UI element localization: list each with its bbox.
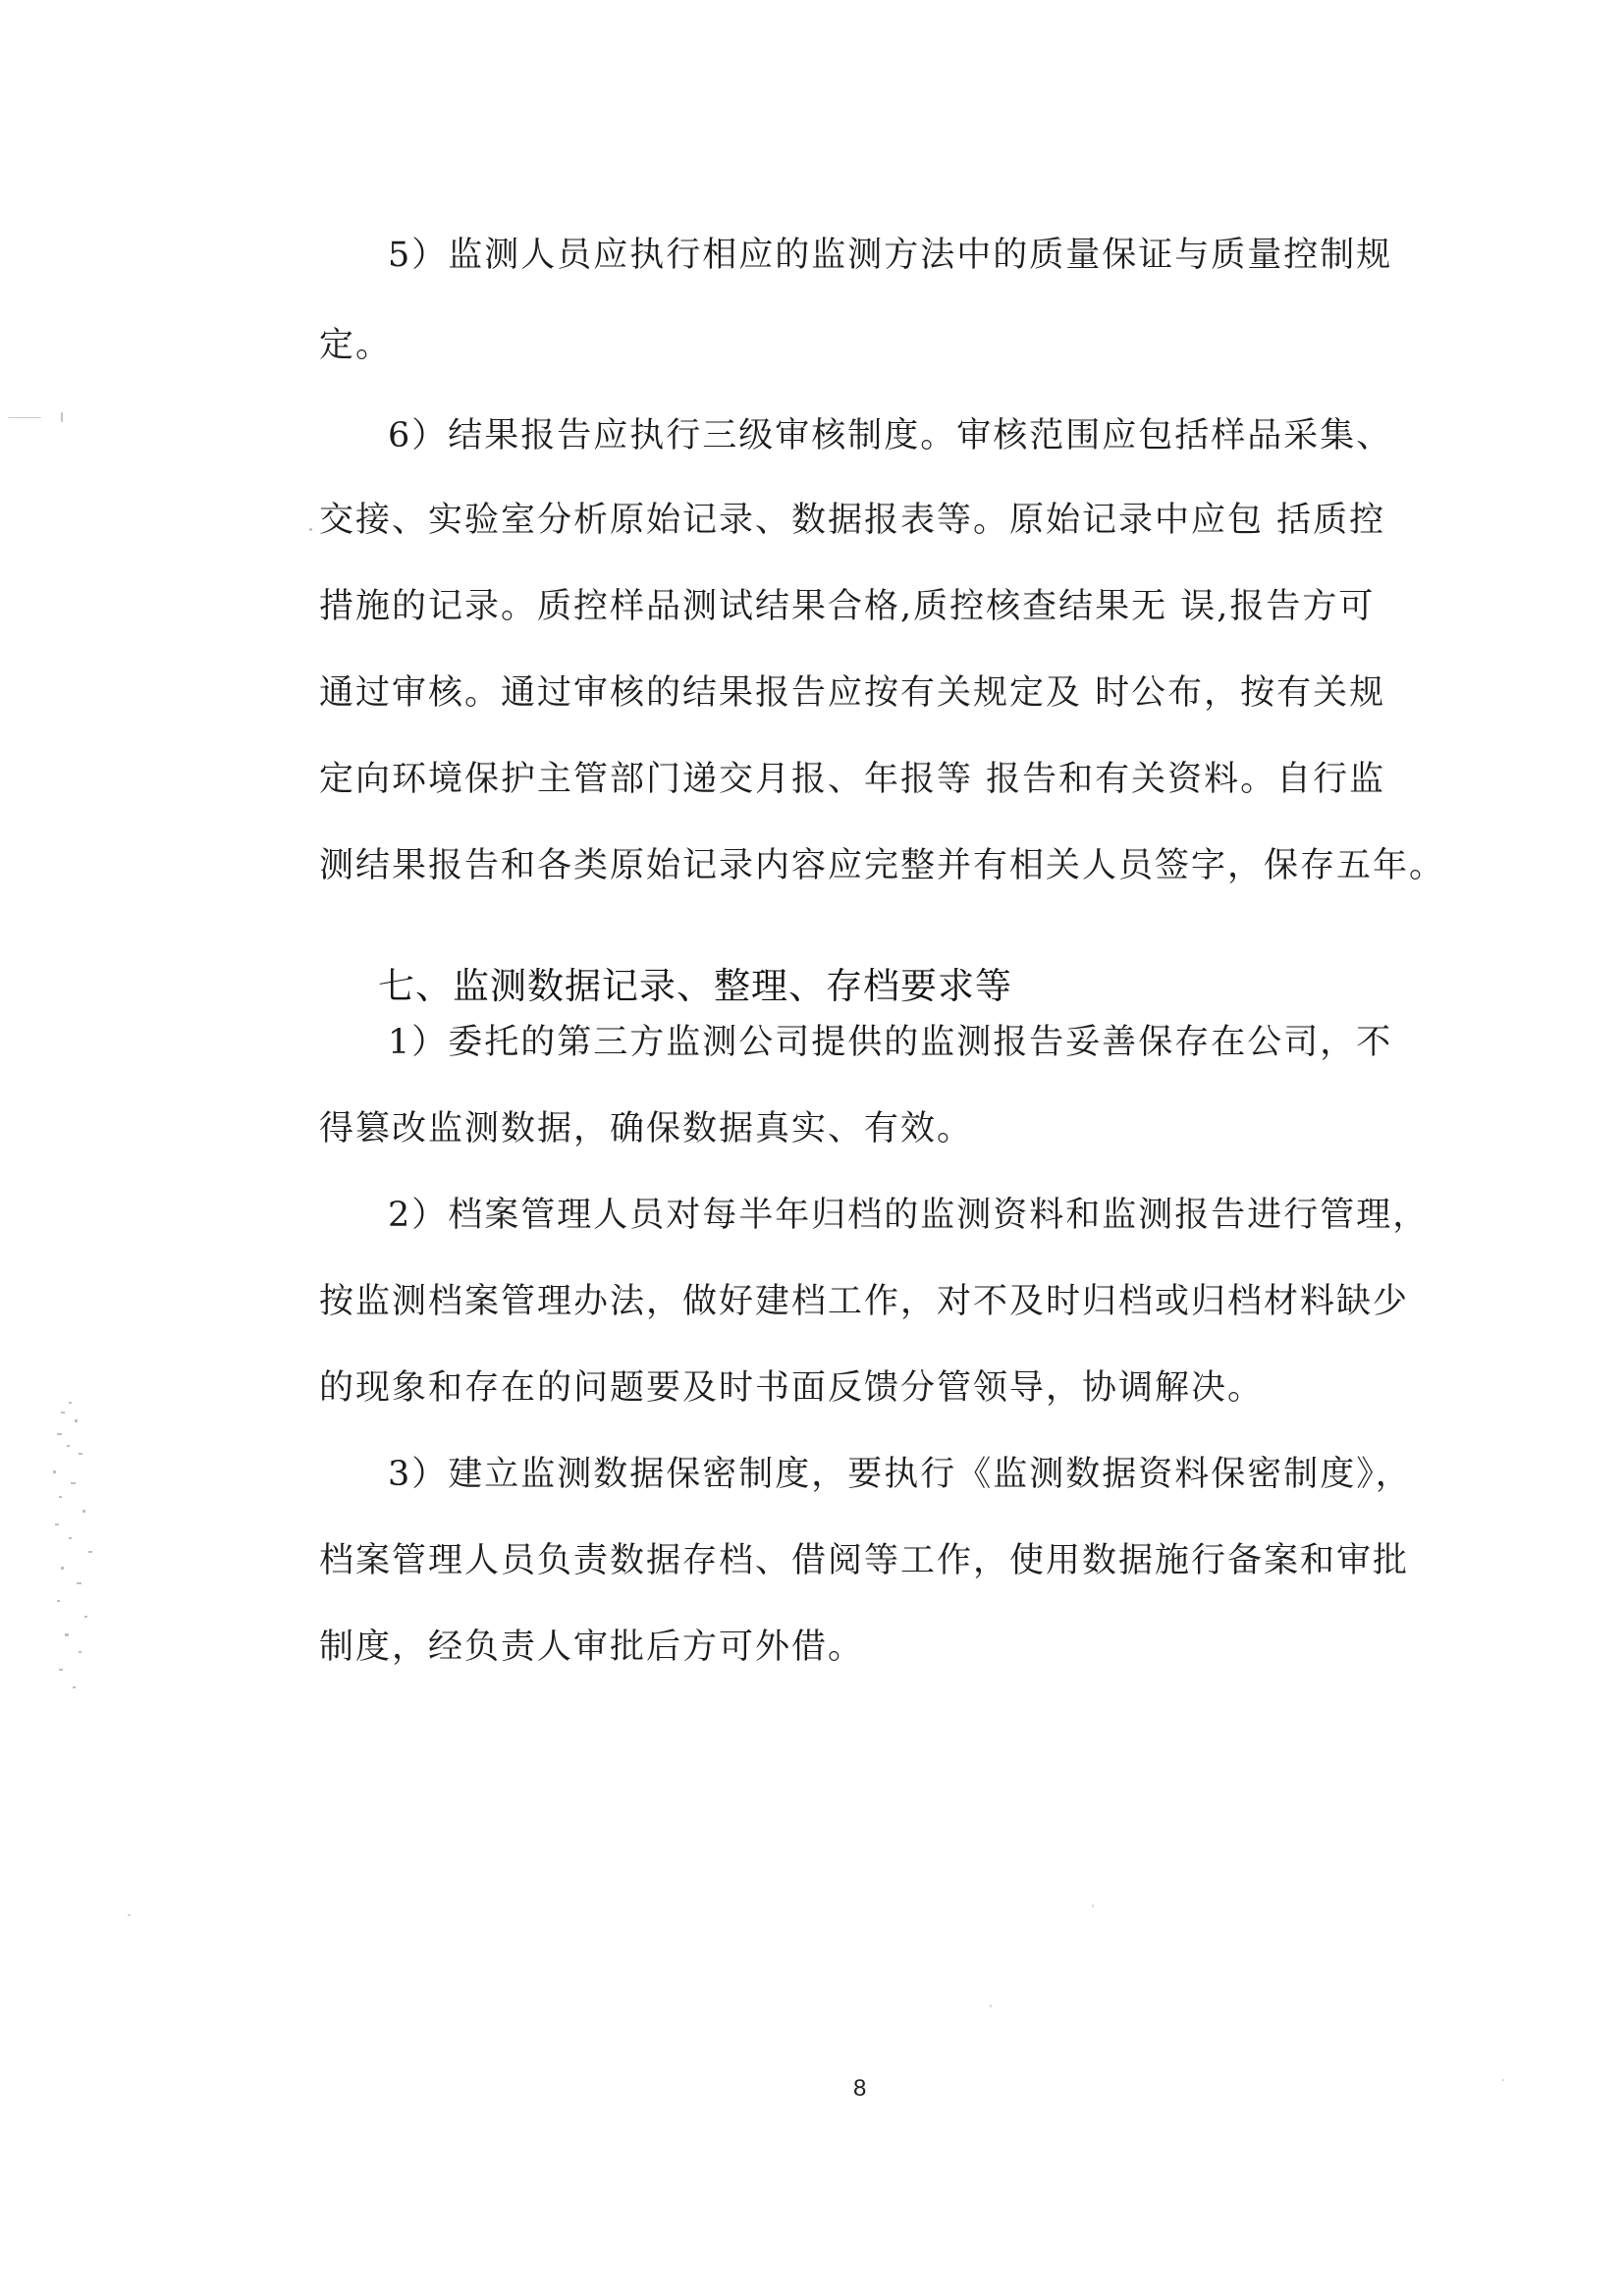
paragraph-6-line-3: 措施的记录。质控样品测试结果合格,质控核查结果无 误,报告方可 [319, 587, 1376, 626]
page-number: 8 [853, 2075, 867, 2102]
section-heading: 七、监测数据记录、整理、存档要求等 [378, 965, 1012, 1007]
scan-speck [128, 1914, 131, 1916]
paragraph-5-line-1: 5）监测人员应执行相应的监测方法中的质量保证与质量控制规 [388, 236, 1393, 275]
section-item-2-line-1: 2）档案管理人员对每半年归档的监测资料和监测报告进行管理， [388, 1196, 1430, 1235]
paragraph-6-line-1: 6）结果报告应执行三级审核制度。审核范围应包括样品采集、 [388, 416, 1393, 455]
section-item-2-line-3: 的现象和存在的问题要及时书面反馈分管领导，协调解决。 [319, 1368, 1265, 1408]
scan-speck [61, 412, 63, 422]
scan-speck [309, 528, 312, 531]
scan-speck [1092, 1904, 1094, 1907]
section-item-3-line-3: 制度，经负责人审批后方可外借。 [319, 1628, 865, 1667]
paragraph-5-line-2: 定。 [319, 326, 393, 365]
paragraph-6-line-2: 交接、实验室分析原始记录、数据报表等。原始记录中应包 括质控 [319, 501, 1386, 540]
section-item-3-line-1: 3）建立监测数据保密制度，要执行《监测数据资料保密制度》， [388, 1455, 1412, 1494]
section-item-3-line-2: 档案管理人员负责数据存档、借阅等工作，使用数据施行备案和审批 [319, 1541, 1410, 1580]
paragraph-6-line-5: 定向环境保护主管部门递交月报、年报等 报告和有关资料。自行监 [319, 760, 1386, 799]
section-item-1-line-1: 1）委托的第三方监测公司提供的监测报告妥善保存在公司，不 [388, 1023, 1393, 1062]
paragraph-6-line-6: 测结果报告和各类原始记录内容应完整并有相关人员签字，保存五年。 [319, 846, 1446, 885]
scan-speck [8, 417, 41, 418]
paragraph-6-line-4: 通过审核。通过审核的结果报告应按有关规定及 时公布，按有关规 [319, 673, 1386, 713]
section-item-2-line-2: 按监测档案管理办法，做好建档工作，对不及时归档或归档材料缺少 [319, 1282, 1410, 1321]
scan-speck [1502, 2079, 1504, 2081]
scan-speck [990, 2004, 992, 2007]
scan-stamp-trace [39, 1394, 118, 1708]
section-item-1-line-2: 得篡改监测数据，确保数据真实、有效。 [319, 1109, 974, 1148]
